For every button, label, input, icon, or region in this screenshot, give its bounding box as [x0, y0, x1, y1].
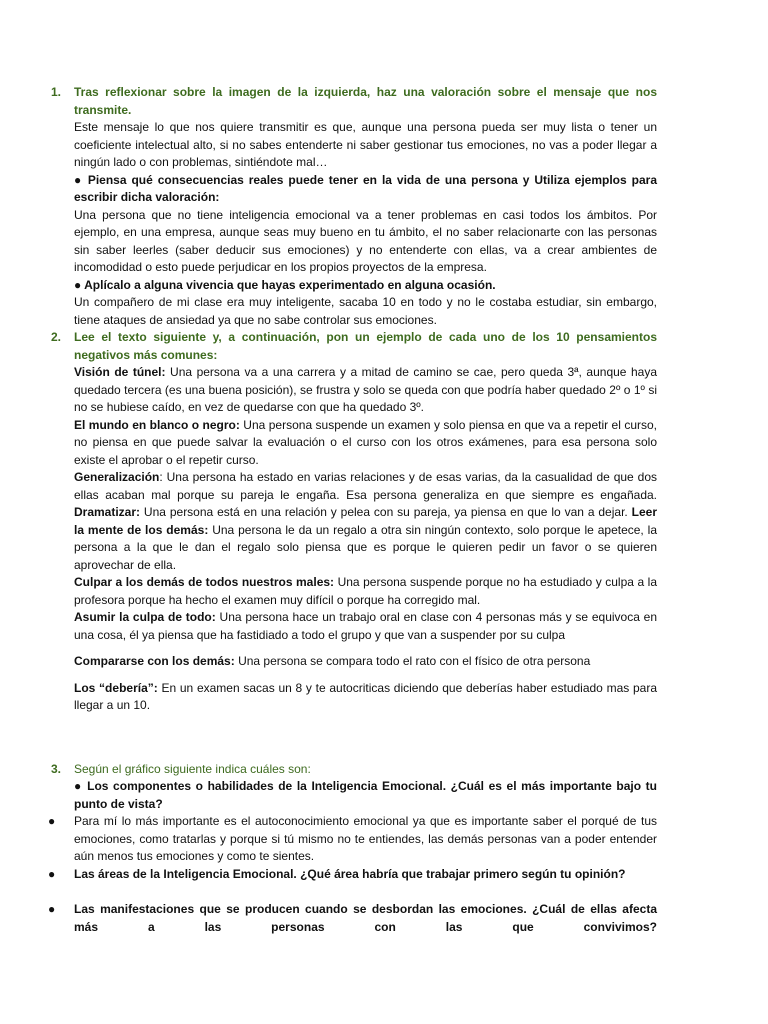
- answer-text: Un compañero de mi clase era muy inteligente, sacaba 10 en todo y no le costaba estudiar, sin embargo, tiene ataques de ansiedad ya que no sabe controlar sus emociones.: [74, 295, 657, 327]
- question-1: [0, 84, 768, 329]
- thought-term: Dramatizar:: [74, 505, 141, 519]
- answer-text: Una persona que no tiene inteligencia emocional va a tener problemas en casi todos los ámbitos. Por ejemplo, en una empresa, aunque seas muy bueno en tu ámbito, el no saber relacionarte con las personas sin saber leerles (saber deducir sus emociones) y no entenderte con ellas, va a crear ambientes de incomodidad o esto puede perjudicar en los propios proyectos de la empresa.: [74, 207, 657, 274]
- sub-question: [74, 172, 657, 207]
- answer-text: Este mensaje lo que nos quiere transmitir es que, aunque una persona pueda ser muy lista o tener un coeficiente intelectual alto, si no sabes entenderte ni saber gestionar tus emociones, no vas a poder llegar a ningún lado o con problemas, sintiéndote mal…: [74, 120, 657, 169]
- thought-paragraph: [74, 417, 657, 470]
- question-title: Tras reflexionar sobre la imagen de la izquierda, haz una valoración sobre el mensaje que nos transmite.: [74, 85, 657, 117]
- bullet-icon: ●: [48, 866, 56, 881]
- bullet-icon: ●: [48, 814, 56, 828]
- bullet-icon: ●: [74, 779, 83, 793]
- bullet-item: [48, 813, 657, 866]
- question-title: Según el gráfico siguiente indica cuáles son:: [74, 761, 311, 776]
- thought-term: El mundo en blanco o negro:: [74, 417, 240, 432]
- thought-paragraph: [74, 574, 657, 609]
- thought-text: Una persona se compara todo el rato con el físico de otra persona: [234, 654, 591, 668]
- sub-question-text: Aplícalo a alguna vivencia que hayas experimentado en alguna ocasión.: [84, 277, 496, 292]
- bullet-icon: ●: [48, 902, 56, 916]
- question-number: 2.: [51, 330, 62, 344]
- question-title: Lee el texto siguiente y, a continuación, pon un ejemplo de cada uno de los 10 pensamientos negativos más comunes:: [74, 330, 657, 362]
- thought-text: En un examen sacas un 8 y te autocriticas diciendo que deberías haber estudiado mas para llegar a un 10.: [74, 680, 657, 712]
- document-page: [0, 84, 768, 936]
- thought-term: Compararse con los demás:: [74, 654, 235, 668]
- thought-paragraph: [74, 469, 734, 574]
- thought-text: : Una persona ha estado en varias relaciones y de esas varias, da la casualidad de que dos ellas acaban mal porque su pareja le engaña. Esa persona generaliza en que siempre es engañada.: [74, 470, 734, 502]
- thought-paragraph: [74, 609, 657, 644]
- bullet-icon: ●: [74, 172, 83, 187]
- thought-term: Asumir la culpa de todo:: [74, 610, 216, 624]
- thought-term: Leer la mente de los demás:: [74, 505, 661, 537]
- sub-question-text: Las áreas de la Inteligencia Emocional. ¿Qué área habría que trabajar primero según tu opinión?: [74, 866, 626, 881]
- thought-term: Generalización: [74, 470, 160, 484]
- bullet-icon: ●: [74, 277, 82, 292]
- thought-term: Culpar a los demás de todos nuestros males:: [74, 575, 335, 589]
- sub-question: [74, 778, 657, 813]
- thought-text: Una persona le da un regalo a otra sin ningún contexto, solo porque le apetece, la persona a la que le dan el regalo solo piensa que es porque le quieren pedir un favor o se quieren aprovechar de ella.: [74, 522, 661, 572]
- thought-term: Los “debería”:: [74, 680, 158, 695]
- thought-text: Una persona suspende porque no ha estudiado y culpa a la profesora porque ha hecho el examen muy difícil o porque ha corregido mal.: [74, 575, 657, 607]
- thought-term: Visión de túnel:: [74, 365, 166, 379]
- question-number: 1.: [51, 85, 62, 99]
- sub-question-text: Los componentes o habilidades de la Inteligencia Emocional. ¿Cuál es el más importante bajo tu punto de vista?: [74, 779, 657, 811]
- bullet-item: [48, 901, 657, 936]
- sub-question-text: Piensa qué consecuencias reales puede tener en la vida de una persona y Utiliza ejemplos para escribir dicha valoración:: [74, 172, 657, 204]
- thought-paragraph: [74, 680, 657, 715]
- question-number: 3.: [51, 761, 62, 776]
- thought-text: Una persona hace un trabajo oral en clase con 4 personas más y se equivoca en una cosa, él ya piensa que ha fastidiado a todo el grupo y que van a suspender por su culpa: [74, 610, 657, 642]
- question-3: [0, 761, 768, 937]
- thought-text: Una persona está en una relación y pelea con su pareja, ya piensa en que lo van a dejar.: [140, 505, 632, 519]
- thought-paragraph: [74, 364, 657, 417]
- thought-paragraph: [74, 653, 657, 671]
- bullet-item: [48, 866, 657, 884]
- thought-text: Una persona suspende un examen y solo piensa en que va a repetir el curso, no piensa en que puede salvar la evaluación o el curso con los otros exámenes, para esa persona solo existe el aprobar o el repetir curso.: [74, 417, 658, 467]
- sub-question-text: Las manifestaciones que se producen cuando se desbordan las emociones. ¿Cuál de ellas afecta más a las personas con las que convivimos?: [74, 902, 657, 934]
- thought-text: Una persona va a una carrera y a mitad de camino se cae, pero queda 3ª, aunque haya quedado tercera (es una buena posición), se frustra y solo se queda con que podría haber quedado 2º o 1º si no se hubiese caído, en vez de quedarse con que ha quedado 3º.: [74, 365, 658, 414]
- answer-text: Para mí lo más importante es el autoconocimiento emocional ya que es importante saber el porqué de tus emociones, como tratarlas y porque si tú mismo no te entiendes, las demás personas van a poder entender aún menos tus emociones y como te sientes.: [74, 814, 657, 863]
- question-2: [0, 329, 768, 715]
- sub-question: [74, 277, 657, 295]
